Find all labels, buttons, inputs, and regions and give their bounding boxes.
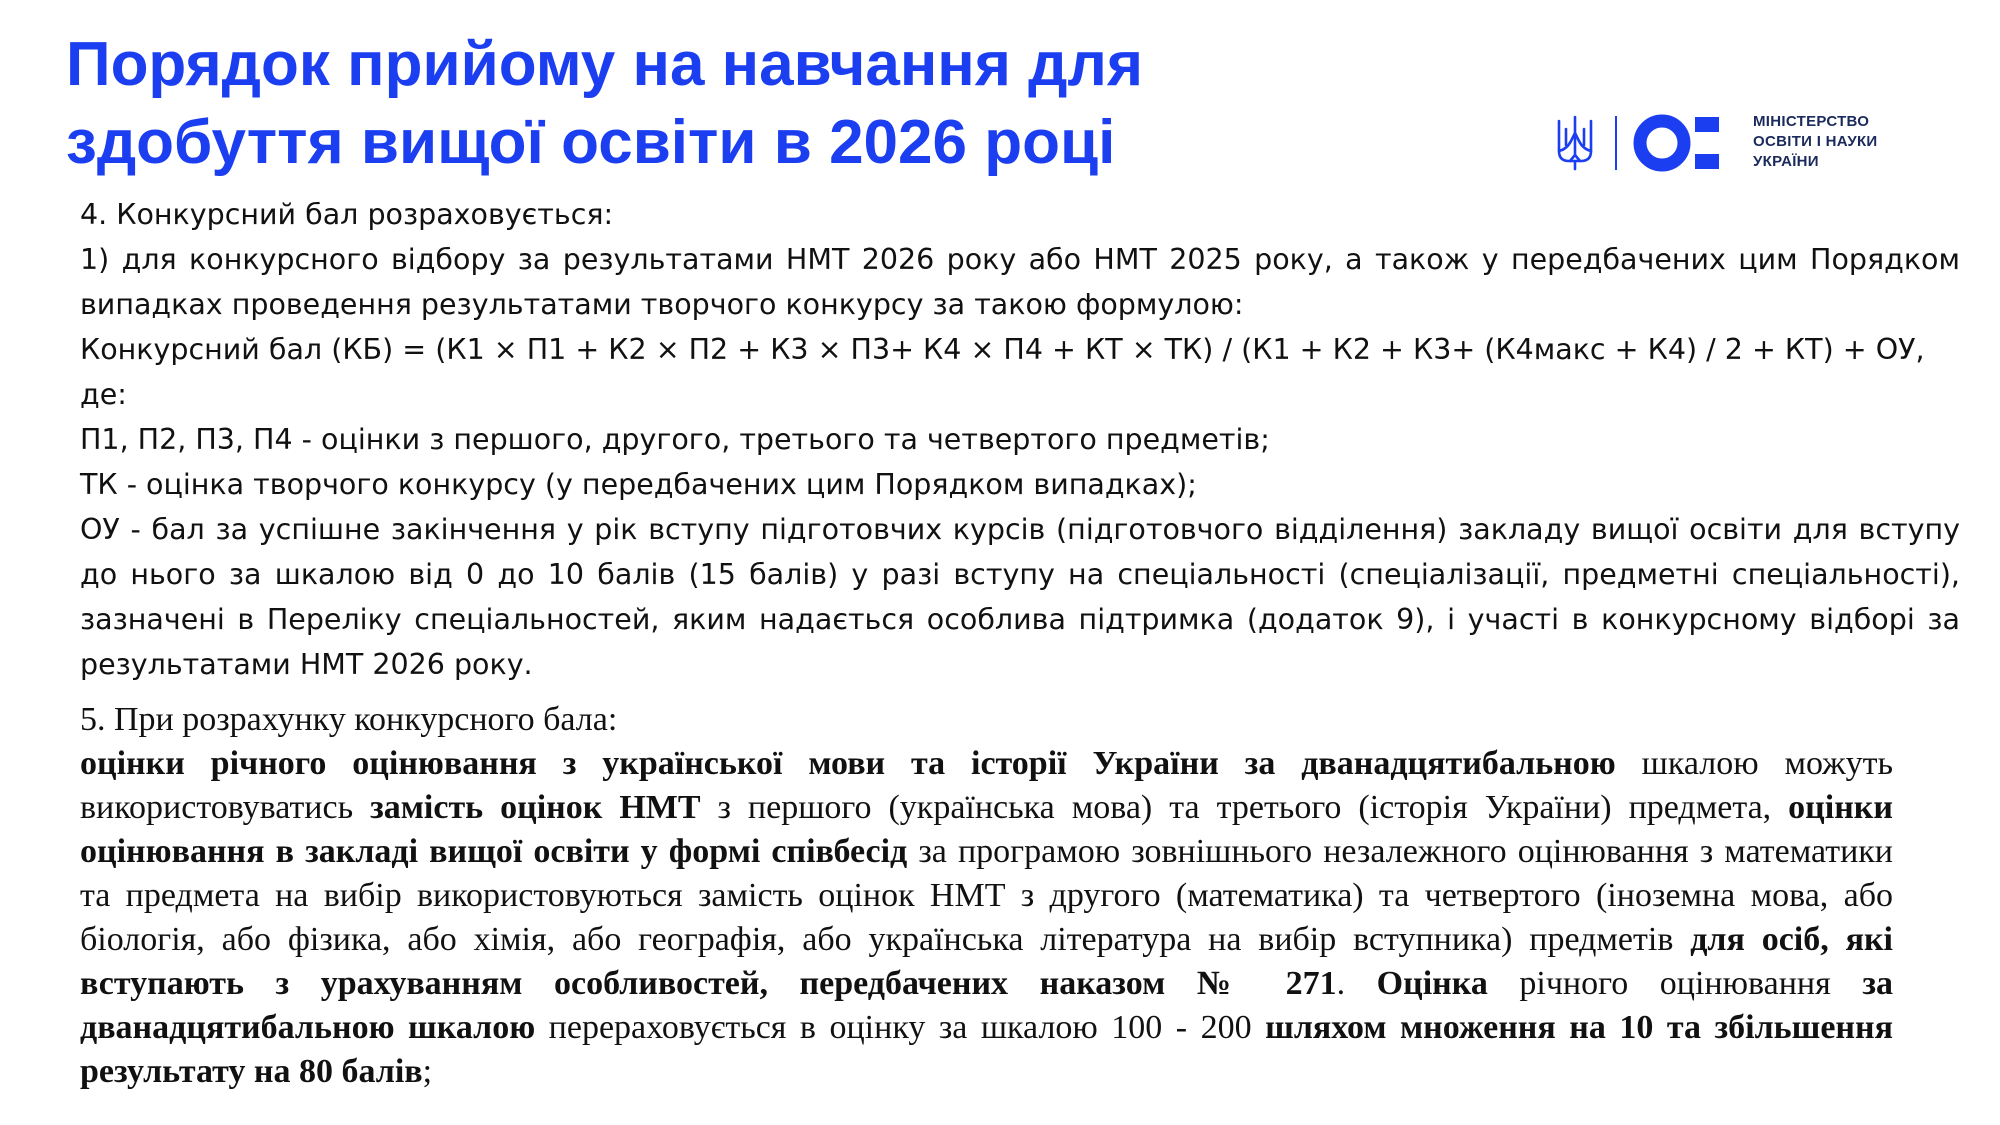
trident-icon: [1555, 115, 1595, 171]
section-4-def-p: П1, П2, П3, П4 - оцінки з першого, другого, третього та четвертого предметів;: [80, 423, 1270, 456]
section-4-item-1: 1) для конкурсного відбору за результатами НМТ 2026 року або НМТ 2025 року, а також у передбачених цим Порядком випадках проведення результатами творчого конкурсу за такою формулою:: [80, 243, 1960, 321]
mon-logo-mark-icon: [1633, 114, 1733, 172]
section-5-heading: 5. При розрахунку конкурсного бала:: [80, 701, 618, 738]
page-title: [66, 26, 1516, 182]
section-5-paragraph: оцінки річного оцінювання з української мови та історії України за дванадцятибальною шкалою можуть використовуватись замість оцінок НМТ з першого (українська мова) та третього (історія України) предмета, оцінки оцінювання в закладі вищої освіти у формі співбесід за програмою зовнішнього незалежного оцінювання з математики та предмета на вибір використовуються замість оцінок НМТ з другого (математика) та четвертого (іноземна мова, або біологія, або фізика, або хімія, або географія, або українська література на вибір вступника) предметів для осіб, які вступають з урахуванням особливостей, передбачених наказом № 271. Оцінка річного оцінювання за дванадцятибальною шкалою перераховується в оцінку за шкалою 100 - 200 шляхом множення на 10 та збільшення результату на 80 балів;: [80, 745, 1894, 1090]
page-title-line-1: Порядок прийому на навчання для: [66, 30, 1144, 99]
logo-separator: [1615, 116, 1617, 170]
section-4-where: де:: [80, 378, 127, 411]
ministry-logo: [1555, 110, 1905, 176]
section-4-def-ou: ОУ - бал за успішне закінчення у рік вступу підготовчих курсів (підготовчого відділення) закладу вищої освіти для вступу до нього за шкалою від 0 до 10 балів (15 балів) у разі вступу на спеціальності (спеціалізації, предметні спеціальності), зазначені в Переліку спеціальностей, яким надається особлива підтримка (додаток 9), і участі в конкурсному відборі за результатами НМТ 2026 року.: [80, 513, 1960, 681]
section-4-def-tk: ТК - оцінка творчого конкурсу (у передбачених цим Порядком випадках);: [80, 468, 1197, 501]
section-5-body: [80, 698, 1893, 1094]
section-4-body: [80, 192, 1960, 687]
section-4-formula: Конкурсний бал (КБ) = (К1 × П1 + К2 × П2 + К3 × П3+ К4 × П4 + КТ × ТК) / (К1 + К2 + К3+ (К4макс + К4) / 2 + КТ) + ОУ,: [80, 333, 1925, 366]
ministry-name: МІНІСТЕРСТВО ОСВІТИ І НАУКИ УКРАЇНИ: [1753, 113, 1878, 170]
section-4-heading: 4. Конкурсний бал розраховується:: [80, 198, 614, 231]
page-title-line-2: здобуття вищої освіти в 2026 році: [66, 108, 1116, 177]
